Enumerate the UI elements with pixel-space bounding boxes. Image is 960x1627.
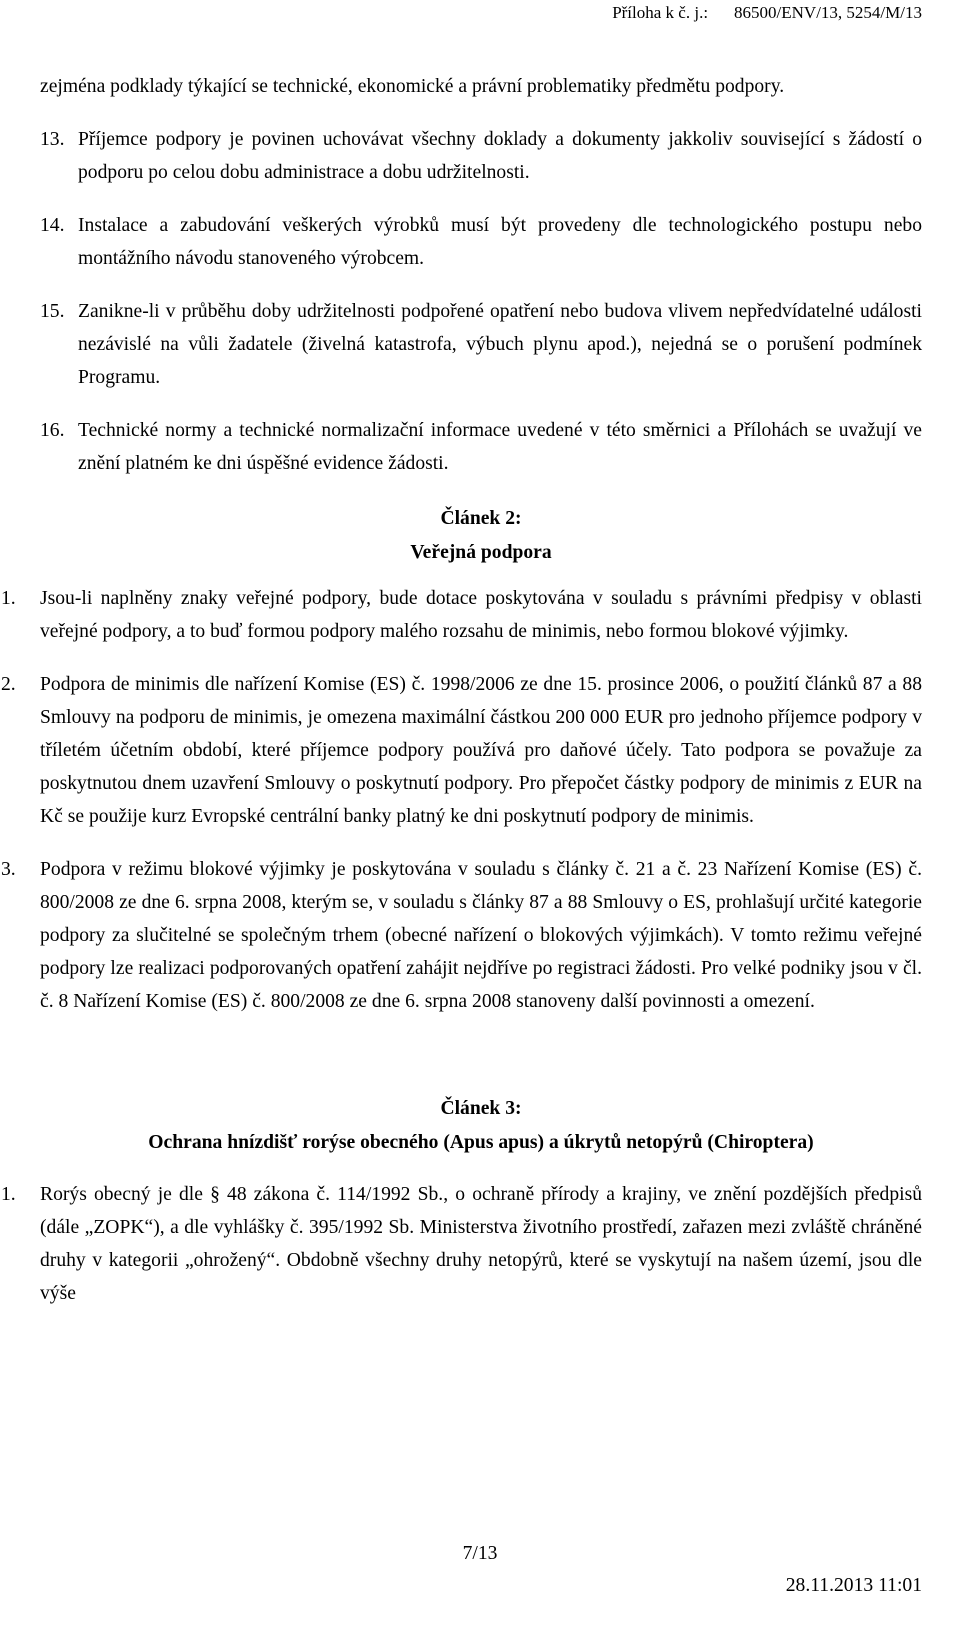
document-body: [1, 70, 922, 1310]
continuation-paragraph: zejména podklady týkající se technické, ekonomické a právní problematiky předmětu podpory.: [40, 76, 785, 97]
item-text: Technické normy a technické normalizační informace uvedené v této směrnici a Přílohách se uvažují ve znění platném ke dni úspěšné evidence žádosti.: [78, 420, 922, 474]
list-item: [1, 668, 922, 833]
footer-datetime: 28.11.2013 11:01: [785, 1575, 922, 1596]
item-number: 13.: [40, 129, 65, 150]
item-number: 16.: [40, 420, 65, 441]
header-reference: 86500/ENV/13, 5254/M/13: [734, 3, 922, 22]
list-item: [40, 209, 922, 275]
list-item: [40, 123, 922, 189]
article-2-subtitle: Veřejná podpora: [410, 542, 552, 563]
item-number: 1.: [1, 588, 16, 609]
article-3-heading: [40, 1092, 922, 1160]
article-3-title: Článek 3:: [440, 1098, 522, 1119]
item-text: Rorýs obecný je dle § 48 zákona č. 114/1992 Sb., o ochraně přírody a krajiny, ve znění pozdějších předpisů (dále „ZOPK“), a dle vyhlášky č. 395/1992 Sb. Ministerstva životního prostředí, zařazen mezi zvláště chráněné druhy v kategorii „ohrožený“. Obdobně všechny druhy netopýrů, které se vyskytují na našem území, jsou dle výše: [40, 1184, 922, 1304]
item-text: Příjemce podpory je povinen uchovávat všechny doklady a dokumenty jakkoliv související s žádostí o podporu po celou dobu administrace a dobu udržitelnosti.: [78, 129, 922, 183]
item-number: 14.: [40, 215, 65, 236]
article-3-subtitle: Ochrana hnízdišť rorýse obecného (Apus apus) a úkrytů netopýrů (Chiroptera): [148, 1132, 814, 1153]
article-2-heading: [40, 502, 922, 570]
header-label: Příloha k č. j.:: [612, 3, 709, 22]
page-number: 7/13: [462, 1543, 498, 1564]
item-number: 15.: [40, 301, 65, 322]
item-text: Jsou-li naplněny znaky veřejné podpory, bude dotace poskytována v souladu s právními předpisy v oblasti veřejné podpory, a to buď formou podpory malého rozsahu de minimis, nebo formou blokové výjimky.: [40, 588, 922, 642]
list-item: [1, 582, 922, 648]
list-item: [40, 295, 922, 394]
item-text: Podpora v režimu blokové výjimky je poskytována v souladu s články č. 21 a č. 23 Nařízení Komise (ES) č. 800/2008 ze dne 6. srpna 2008, kterým se, v souladu s články 87 a 88 Smlouvy o ES, prohlašují určité kategorie podpory za slučitelné se společným trhem (obecné nařízení o blokových výjimkách). V tomto režimu veřejné podpory lze realizaci podporovaných opatření zahájit nejdříve po registraci žádosti. Pro velké podniky jsou v čl. č. 8 Nařízení Komise (ES) č. 800/2008 ze dne 6. srpna 2008 stanoveny další povinnosti a omezení.: [40, 859, 922, 1012]
item-number: 2.: [1, 674, 16, 695]
item-text: Podpora de minimis dle nařízení Komise (ES) č. 1998/2006 ze dne 15. prosince 2006, o použití článků 87 a 88 Smlouvy na podporu de minimis, je omezena maximální částkou 200 000 EUR pro jednoho příjemce podpory v tříletém účetním období, které příjemce podpory používá pro daňové účely. Tato podpora se považuje za poskytnutou dnem uzavření Smlouvy o poskytnutí podpory. Pro přepočet částky podpory de minimis z EUR na Kč se použije kurz Evropské centrální banky platný ke dni poskytnutí podpory de minimis.: [40, 674, 922, 827]
item-text: Instalace a zabudování veškerých výrobků musí být provedeny dle technologického postupu nebo montážního návodu stanoveného výrobcem.: [78, 215, 922, 269]
item-number: 1.: [1, 1184, 16, 1205]
article-2-title: Článek 2:: [440, 508, 522, 529]
list-item: [1, 853, 922, 1018]
item-text: Zanikne-li v průběhu doby udržitelnosti podpořené opatření nebo budova vlivem nepředvídatelné události nezávislé na vůli žadatele (živelná katastrofa, výbuch plynu apod.), nejedná se o porušení podmínek Programu.: [78, 301, 922, 388]
list-item: [40, 414, 922, 480]
list-item: [1, 1178, 922, 1310]
page-header: [612, 2, 922, 24]
item-number: 3.: [1, 859, 16, 880]
